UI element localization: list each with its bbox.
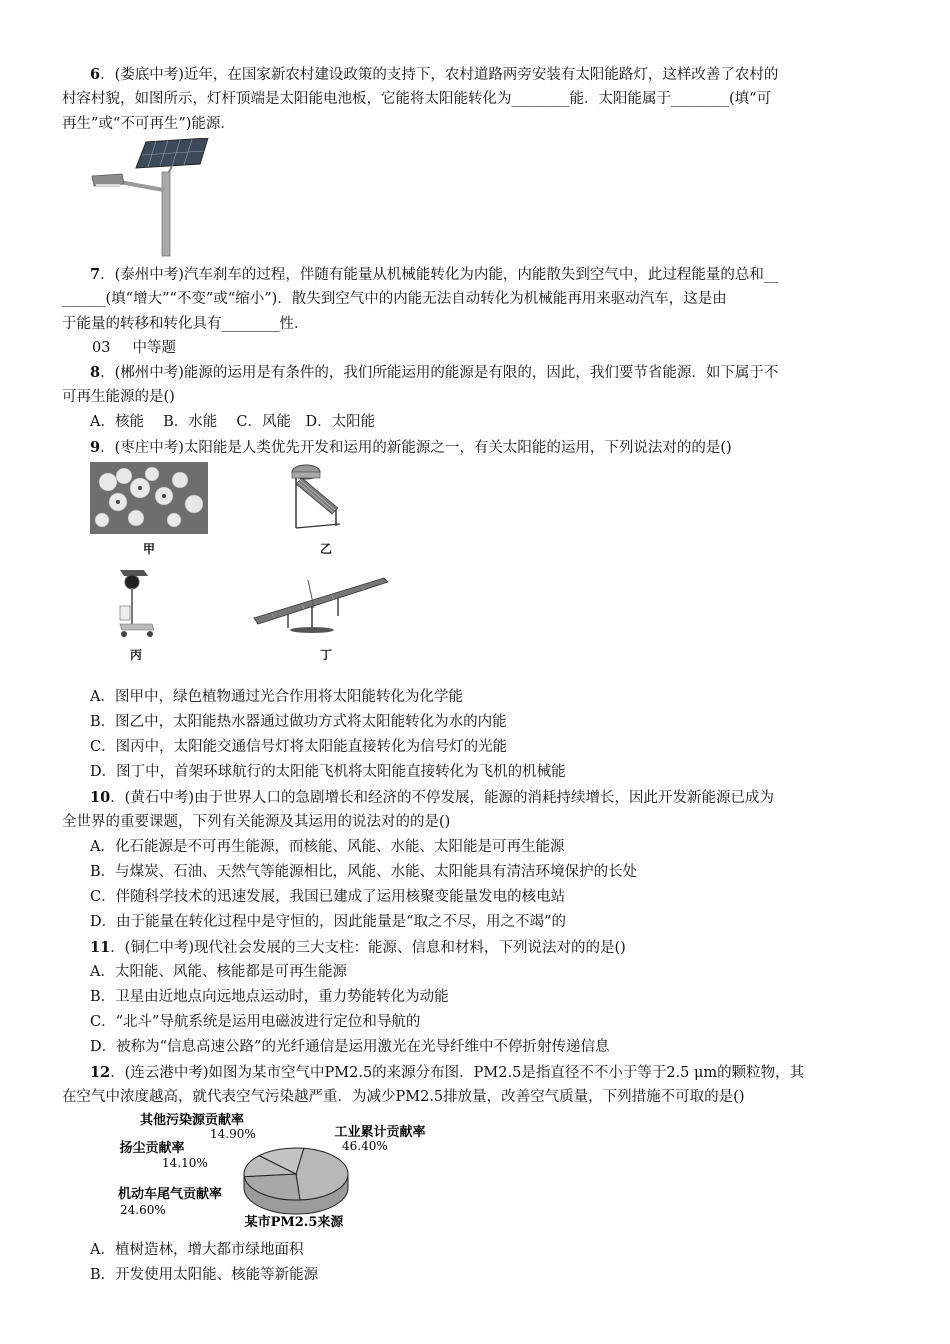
q9-option-c: C．图丙中，太阳能交通信号灯将太阳能直接转化为信号灯的光能 (90, 739, 508, 755)
q11-option-b: B．卫星由近地点向远地点运动时，重力势能转化为动能 (90, 989, 449, 1005)
q12-line-1: 12．(连云港中考)如图为某市空气中PM2.5的来源分布图．PM2.5是指直径不不小于等于2.5 μm的颗粒物，其 (90, 1064, 805, 1081)
label-vehicle-name: 机动车尾气贡献率 (117, 1187, 223, 1202)
q11-option-a: A．太阳能、风能、核能都是可再生能源 (90, 964, 347, 980)
label-industry-name: 工业累计贡献率 (334, 1125, 426, 1140)
q7-line-1: 7．(泰州中考)汽车刹车的过程，伴随有能量从机械能转化为内能，内能散失到空气中，此过程能量的总和__ (90, 266, 779, 283)
q9-line-1: 9．(枣庄中考)太阳能是人类优先开发和运用的新能源之一，有关太阳能的运用，下列说法对的的是() (90, 439, 732, 456)
flowers-photo-image (90, 462, 208, 534)
q12-option-b: B．开发使用太阳能、核能等新能源 (90, 1267, 319, 1283)
q8-line-1: 8．(郴州中考)能源的运用是有条件的，我们所能运用的能源是有限的，因此，我们要节省能源．如下属于不 (90, 364, 779, 381)
label-other-name: 其他污染源贡献率 (139, 1113, 245, 1128)
pm25-pie-chart (80, 1110, 460, 1234)
q12-line-2: 在空气中浓度越高，就代表空气污染越严重．为减少PM2.5排放量，改善空气质量，下列措施不可取的是() (62, 1089, 745, 1105)
pie-slices (244, 1148, 348, 1200)
label-dust-name: 扬尘贡献率 (119, 1141, 185, 1156)
q7-line-3: 于能量的转移和转化具有________性． (62, 316, 309, 332)
q11-line-1: 11．(铜仁中考)现代社会发展的三大支柱：能源、信息和材料，下列说法对的的是() (90, 939, 626, 956)
solar-street-lamp-image (90, 138, 220, 258)
chart-title: 某市PM2.5来源 (244, 1215, 344, 1230)
q10-option-b: B．与煤炭、石油、天然气等能源相比，风能、水能、太阳能具有清洁环境保护的长处 (90, 864, 638, 880)
q6-line-2: 村容村貌，如图所示，灯杆顶端是太阳能电池板，它能将太阳能转化为________能．太阳能属于________(填“可 (62, 91, 772, 107)
q11-option-c: C．“北斗”导航系统是运用电磁波进行定位和导航的 (90, 1014, 421, 1030)
q8-options: A．核能 B．水能 C．风能 D．太阳能 (90, 414, 376, 430)
solar-water-heater-image (280, 462, 350, 534)
q10-option-d: D．由于能量在转化过程中是守恒的，因此能量是“取之不尽，用之不竭”的 (90, 914, 566, 930)
label-vehicle-value: 24.60% (120, 1203, 166, 1217)
label-industry-value: 46.40% (342, 1139, 388, 1153)
solar-traffic-light-image (112, 568, 158, 640)
q9-option-a: A．图甲中，绿色植物通过光合作用将太阳能转化为化学能 (90, 689, 463, 705)
caption-bing: 丙 (130, 648, 143, 662)
q10-option-c: C．伴随科学技术的迅速发展，我国已建成了运用核聚变能量发电的核电站 (90, 889, 566, 905)
q6-line-1: 6．(娄底中考)近年，在国家新农村建设政策的支持下，农村道路两旁安装有太阳能路灯，这样改善了农村的 (90, 66, 779, 83)
q9-option-d: D．图丁中，首架环球航行的太阳能飞机将太阳能直接转化为飞机的机械能 (90, 764, 566, 780)
label-other-value: 14.90% (210, 1127, 256, 1141)
caption-ding: 丁 (320, 648, 333, 662)
q10-line-1: 10．(黄石中考)由于世界人口的急剧增长和经济的不停发展，能源的消耗持续增长，因此开发新能源已成为 (90, 789, 774, 806)
label-dust-value: 14.10% (162, 1156, 208, 1170)
q6-line-3: 再生”或“不可再生”)能源． (62, 116, 235, 132)
q10-line-2: 全世界的重要课题，下列有关能源及其运用的说法对的的是() (62, 814, 451, 830)
q8-line-2: 可再生能源的是() (62, 389, 175, 405)
caption-jia: 甲 (143, 542, 156, 556)
section-header: 03 中等题 (92, 340, 176, 356)
q7-line-2: ______(填“增大”“不变”或“缩小”)．散失到空气中的内能无法自动转化为机械能再用来驱动汽车，这是由 (62, 291, 727, 307)
q11-option-d: D．被称为“信息高速公路”的光纤通信是运用激光在光导纤维中不停折射传递信息 (90, 1039, 610, 1055)
q10-option-a: A．化石能源是不可再生能源，而核能、风能、水能、太阳能是可再生能源 (90, 839, 565, 855)
q9-option-b: B．图乙中，太阳能热水器通过做功方式将太阳能转化为水的内能 (90, 714, 507, 730)
solar-airplane-image (252, 572, 392, 638)
q12-option-a: A．植树造林，增大都市绿地面积 (90, 1242, 304, 1258)
caption-yi: 乙 (320, 542, 333, 556)
